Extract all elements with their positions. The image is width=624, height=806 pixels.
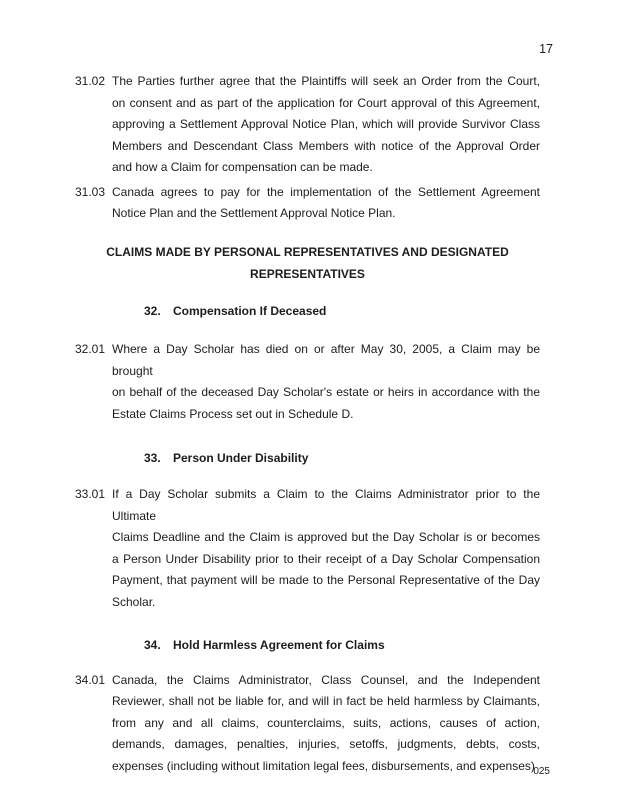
text-line: Notice Plan and the Settlement Approval Notice Plan. <box>112 206 396 220</box>
text-line: demands, damages, penalties, injuries, setoffs, judgments, debts, costs, <box>112 737 540 751</box>
paragraph-31-02 <box>75 71 540 179</box>
text-line: and how a Claim for compensation can be made. <box>112 160 373 174</box>
paragraph-text <box>112 670 540 778</box>
paragraph-text <box>112 484 540 613</box>
text-line: Canada agrees to pay for the implementation of the Settlement Agreement <box>112 184 540 199</box>
section-number: 33. <box>144 450 161 465</box>
text-line: on behalf of the deceased Day Scholar's estate or heirs in accordance with the <box>112 385 540 399</box>
paragraph-number: 34.01 <box>75 672 106 687</box>
text-line: Estate Claims Process set out in Schedule D. <box>112 406 354 421</box>
section-number: 32. <box>144 304 161 318</box>
paragraph-33-01 <box>75 484 540 613</box>
heading-line: REPRESENTATIVES <box>250 266 365 281</box>
text-line: Where a Day Scholar has died on or after May 30, 2005, a Claim may be brought <box>112 342 540 378</box>
section-number: 34. <box>144 638 161 652</box>
section-heading-33 <box>75 448 540 470</box>
center-heading-claims <box>75 242 540 285</box>
section-title: Compensation If Deceased <box>173 304 327 318</box>
text-line: If a Day Scholar submits a Claim to the Claims Administrator prior to the Ultimate <box>112 487 540 523</box>
text-line: The Parties further agree that the Plaintiffs will seek an Order from the Court, <box>112 74 540 88</box>
paragraph-text <box>112 182 540 225</box>
paragraph-32-01 <box>75 339 540 425</box>
section-title: Hold Harmless Agreement for Claims <box>173 638 385 652</box>
paragraph-text <box>112 339 540 425</box>
paragraph-31-03 <box>75 182 540 225</box>
paragraph-number: 31.02 <box>75 74 106 88</box>
page-number: 17 <box>539 42 553 56</box>
text-line: approving a Settlement Approval Notice Plan, which will provide Survivor Class <box>112 117 540 131</box>
paragraph-text <box>112 71 540 179</box>
section-heading-34 <box>75 635 540 657</box>
paragraph-number: 31.03 <box>75 184 106 199</box>
paragraph-34-01 <box>75 670 540 778</box>
text-line: Scholar. <box>112 594 156 609</box>
text-line: on consent and as part of the application for Court approval of this Agreement, <box>112 95 540 110</box>
text-line: Payment, that payment will be made to the Personal Representative of the Day <box>112 573 540 587</box>
text-line: Members and Descendant Class Members with notice of the Approval Order <box>112 138 540 153</box>
heading-line: CLAIMS MADE BY PERSONAL REPRESENTATIVES AND DESIGNATED <box>106 245 509 259</box>
document-body <box>75 0 540 777</box>
footer-stamp: 025 <box>533 766 550 777</box>
text-line: a Person Under Disability prior to their receipt of a Day Scholar Compensation <box>112 551 540 566</box>
text-line: expenses (including without limitation legal fees, disbursements, and expenses) <box>112 758 535 773</box>
text-line: Canada, the Claims Administrator, Class Counsel, and the Independent <box>112 672 540 687</box>
text-line: Claims Deadline and the Claim is approved but the Day Scholar is or becomes <box>112 530 540 544</box>
section-title: Person Under Disability <box>173 450 309 465</box>
section-heading-32 <box>75 301 540 323</box>
paragraph-number: 32.01 <box>75 342 106 356</box>
text-line: from any and all claims, counterclaims, suits, actions, causes of action, <box>112 715 540 730</box>
text-line: Reviewer, shall not be liable for, and will in fact be held harmless by Claimants, <box>112 694 540 708</box>
paragraph-number: 33.01 <box>75 487 106 501</box>
